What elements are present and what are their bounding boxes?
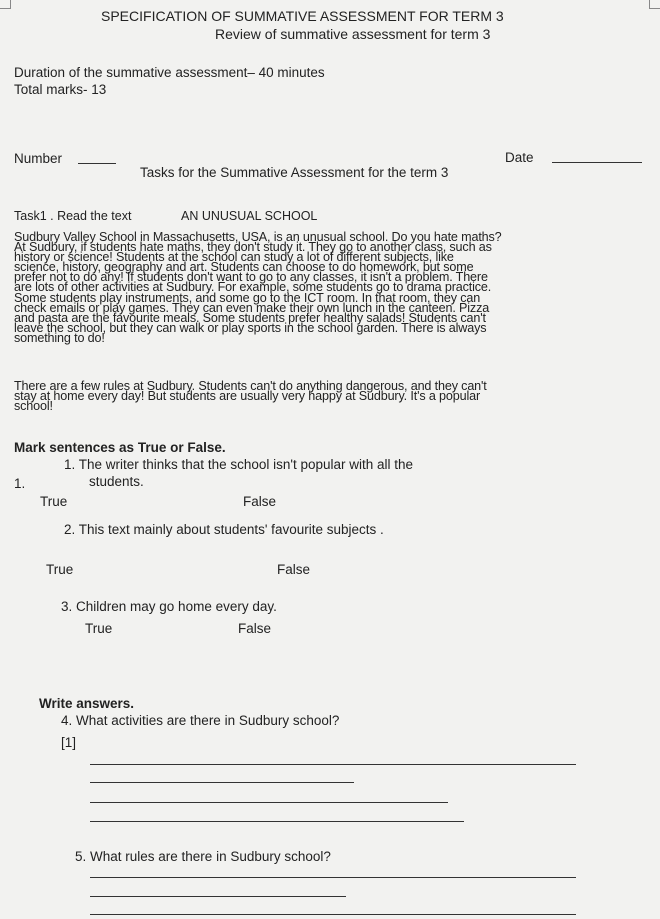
date-label: Date (505, 150, 534, 165)
paragraph-line: and pasta are the favourite meals. Some students prefer healthy salads! Students can't (14, 310, 486, 325)
paragraph-line: There are a few rules at Sudbury. Students can't do anything dangerous, and they can't (14, 379, 487, 393)
q1-false-option[interactable]: False (243, 494, 277, 509)
document-title: SPECIFICATION OF SUMMATIVE ASSESSMENT FOR TERM 3 (101, 8, 504, 24)
question-1-line-1: 1. The writer thinks that the school isn't popular with all the (64, 457, 414, 472)
number-blank[interactable] (78, 163, 116, 164)
q2-true-option[interactable]: True (46, 562, 74, 577)
paragraph-line: check emails or play games. They can even make their own lunch in the canteen. Pizza (14, 300, 490, 315)
reading-paragraph-2 (14, 379, 639, 414)
write-answers-heading: Write answers. (39, 696, 135, 711)
answer-line[interactable] (90, 802, 448, 803)
answer-line[interactable] (90, 896, 346, 897)
crop-mark-left (0, 0, 11, 9)
paragraph-line: Some students play instruments, and some go to the ICT room. In that room, they can (14, 290, 481, 305)
q3-false-option[interactable]: False (238, 621, 272, 636)
question-4: 4. What activities are there in Sudbury school? (61, 713, 340, 728)
answer-line[interactable] (90, 914, 576, 915)
paragraph-line: are lots of other activities at Sudbury. For example, some students go to drama practice. (14, 280, 492, 295)
answer-line[interactable] (90, 877, 576, 878)
answer-line[interactable] (90, 782, 354, 783)
answer-line[interactable] (90, 821, 464, 822)
paragraph-line: history or science! Students at the school can study a lot of different subjects, like (14, 250, 454, 265)
paragraph-line: stay at home every day! But students are usually very happy at Sudbury. It's a popular (14, 389, 480, 404)
date-blank[interactable] (552, 162, 642, 163)
reading-paragraph-1 (14, 232, 639, 343)
task1-label: Task1 . Read the text (14, 209, 132, 223)
paragraph-line: Sudbury Valley School in Massachusetts, USA, is an unusual school. Do you hate maths? (14, 230, 502, 244)
duration-text: Duration of the summative assessment– 40 minutes (14, 65, 325, 80)
question-4-marks: [1] (61, 735, 77, 750)
question-1-line-2: students. (89, 474, 144, 489)
paragraph-line: something to do! (14, 330, 105, 345)
number-label: Number (14, 151, 63, 166)
paragraph-line: At Sudbury, if students hate maths, they don't study it. They go to another class, such as (14, 240, 492, 255)
question-2: 2. This text mainly about students' favourite subjects . (64, 522, 384, 537)
total-marks-text: Total marks- 13 (14, 82, 107, 97)
question-3: 3. Children may go home every day. (61, 599, 277, 614)
crop-mark-right (649, 0, 660, 9)
stray-number: 1. (14, 476, 26, 491)
paragraph-line: science, history, geography and art. Students can choose to do homework, but some (14, 260, 474, 275)
q2-false-option[interactable]: False (277, 562, 311, 577)
paragraph-line: leave the school, but they can walk or play sports in the school garden. There is always (14, 320, 487, 335)
paragraph-line: prefer not to do any! If students don't want to go to any classes, it isn't a problem. There (14, 270, 488, 285)
q1-true-option[interactable]: True (40, 494, 68, 509)
document-subtitle: Review of summative assessment for term 3 (215, 26, 491, 42)
text-title: AN UNUSUAL SCHOOL (181, 209, 318, 223)
answer-line[interactable] (90, 764, 576, 765)
question-5: 5. What rules are there in Sudbury school? (75, 849, 331, 864)
tasks-heading: Tasks for the Summative Assessment for the term 3 (140, 165, 449, 180)
q3-true-option[interactable]: True (85, 621, 113, 636)
paragraph-line: school! (14, 399, 53, 414)
true-false-heading: Mark sentences as True or False. (14, 440, 226, 455)
